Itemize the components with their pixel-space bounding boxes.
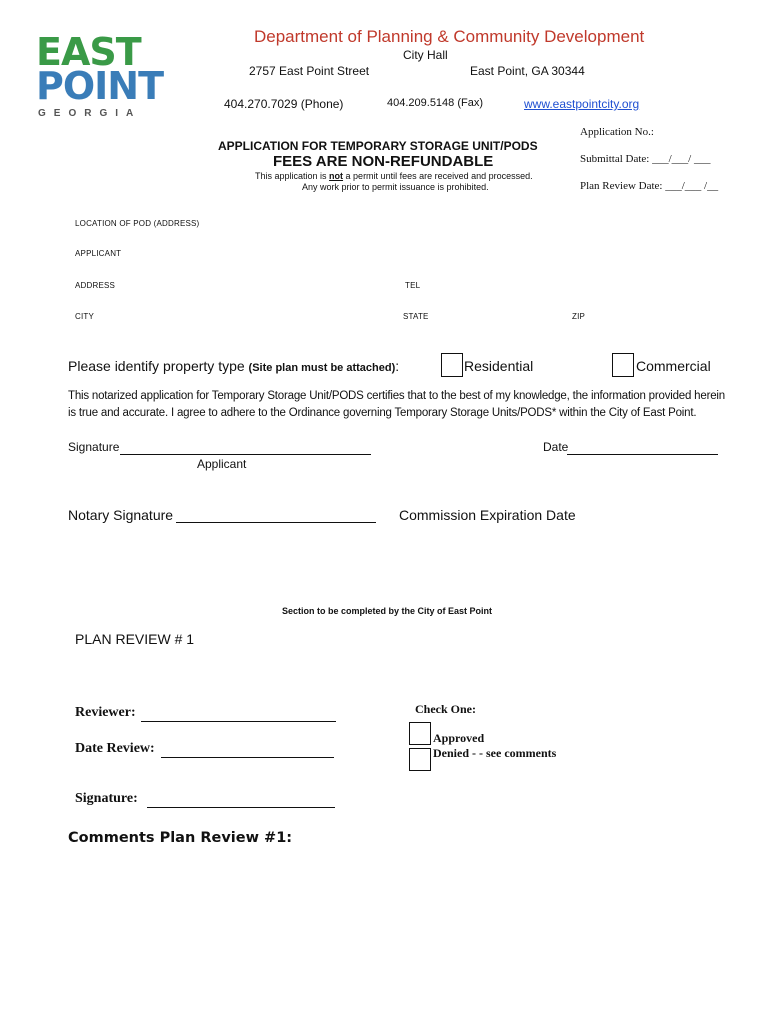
certification-line-2: is true and accurate. I agree to adhere to the Ordinance governing Temporary Storage Units/PODS* within the City of East Point. bbox=[68, 407, 697, 419]
signature-label: Signature bbox=[68, 440, 120, 454]
logo-point-text: POINT bbox=[36, 64, 164, 108]
date-line[interactable] bbox=[567, 442, 718, 455]
signature-review-label: Signature: bbox=[75, 791, 138, 806]
phone-number: 404.270.7029 (Phone) bbox=[224, 97, 344, 111]
site-plan-note: (Site plan must be attached) bbox=[248, 362, 396, 374]
commercial-label: Commercial bbox=[636, 358, 711, 374]
zip-field-label: ZIP bbox=[572, 312, 586, 321]
address-field-label: ADDRESS bbox=[75, 281, 116, 290]
plan-review-date-label: Plan Review Date: ___/___ /__ bbox=[580, 180, 719, 192]
city-hall-label: City Hall bbox=[403, 48, 448, 62]
commercial-checkbox[interactable] bbox=[612, 353, 634, 377]
work-prohibited-notice: Any work prior to permit issuance is prohibited. bbox=[302, 182, 489, 192]
city-state-zip: East Point, GA 30344 bbox=[470, 64, 585, 78]
state-field-label: STATE bbox=[403, 312, 429, 321]
reviewer-line[interactable] bbox=[141, 706, 336, 722]
not-emphasis: not bbox=[329, 171, 344, 181]
department-title: Department of Planning & Community Development bbox=[254, 27, 645, 46]
denied-checkbox[interactable] bbox=[409, 748, 431, 771]
submittal-date-label: Submittal Date: ___/___/ ___ bbox=[580, 153, 711, 165]
location-field-label: LOCATION OF POD (ADDRESS) bbox=[75, 219, 200, 228]
residential-label: Residential bbox=[464, 358, 534, 374]
applicant-field-label: APPLICANT bbox=[75, 249, 122, 258]
fax-number: 404.209.5148 (Fax) bbox=[387, 97, 484, 109]
date-review-label: Date Review: bbox=[75, 741, 155, 756]
comments-heading: Comments Plan Review #1: bbox=[68, 830, 293, 846]
east-point-logo bbox=[36, 30, 164, 124]
applicant-signature-line[interactable] bbox=[120, 442, 371, 455]
website-link[interactable]: www.eastpointcity.org bbox=[524, 97, 640, 111]
approved-label: Approved bbox=[433, 731, 485, 745]
property-type-prompt: Please identify property type (Site plan must be attached): bbox=[68, 358, 400, 374]
application-title: APPLICATION FOR TEMPORARY STORAGE UNIT/PODS bbox=[218, 139, 538, 153]
residential-checkbox[interactable] bbox=[441, 353, 463, 377]
street-address: 2757 East Point Street bbox=[249, 64, 370, 78]
logo-east-text: EAST bbox=[36, 30, 141, 74]
tel-field-label: TEL bbox=[405, 281, 421, 290]
plan-review-heading: PLAN REVIEW # 1 bbox=[75, 631, 195, 647]
notary-signature-line[interactable] bbox=[176, 508, 376, 523]
approved-checkbox[interactable] bbox=[409, 722, 431, 745]
commission-expiration-label: Commission Expiration Date bbox=[399, 507, 576, 523]
application-no-label: Application No.: bbox=[580, 126, 654, 138]
denied-label: Denied - - see comments bbox=[433, 746, 557, 760]
logo-georgia-text: GEORGIA bbox=[38, 108, 142, 119]
city-section-heading: Section to be completed by the City of East Point bbox=[282, 606, 493, 616]
check-one-label: Check One: bbox=[415, 702, 476, 716]
notary-signature-label: Notary Signature bbox=[68, 507, 174, 523]
reviewer-label: Reviewer: bbox=[75, 705, 136, 720]
date-label: Date bbox=[543, 440, 569, 454]
date-review-line[interactable] bbox=[161, 742, 334, 758]
certification-line-1: This notarized application for Temporary Storage Unit/PODS certifies that to the best of my knowledge, the information provided herein bbox=[68, 390, 725, 402]
city-field-label: CITY bbox=[75, 312, 95, 321]
signature-review-line[interactable] bbox=[147, 792, 335, 808]
permit-notice: This application is not a permit until fees are received and processed. bbox=[255, 171, 533, 181]
fees-notice: FEES ARE NON-REFUNDABLE bbox=[273, 153, 494, 170]
applicant-caption: Applicant bbox=[197, 457, 247, 471]
